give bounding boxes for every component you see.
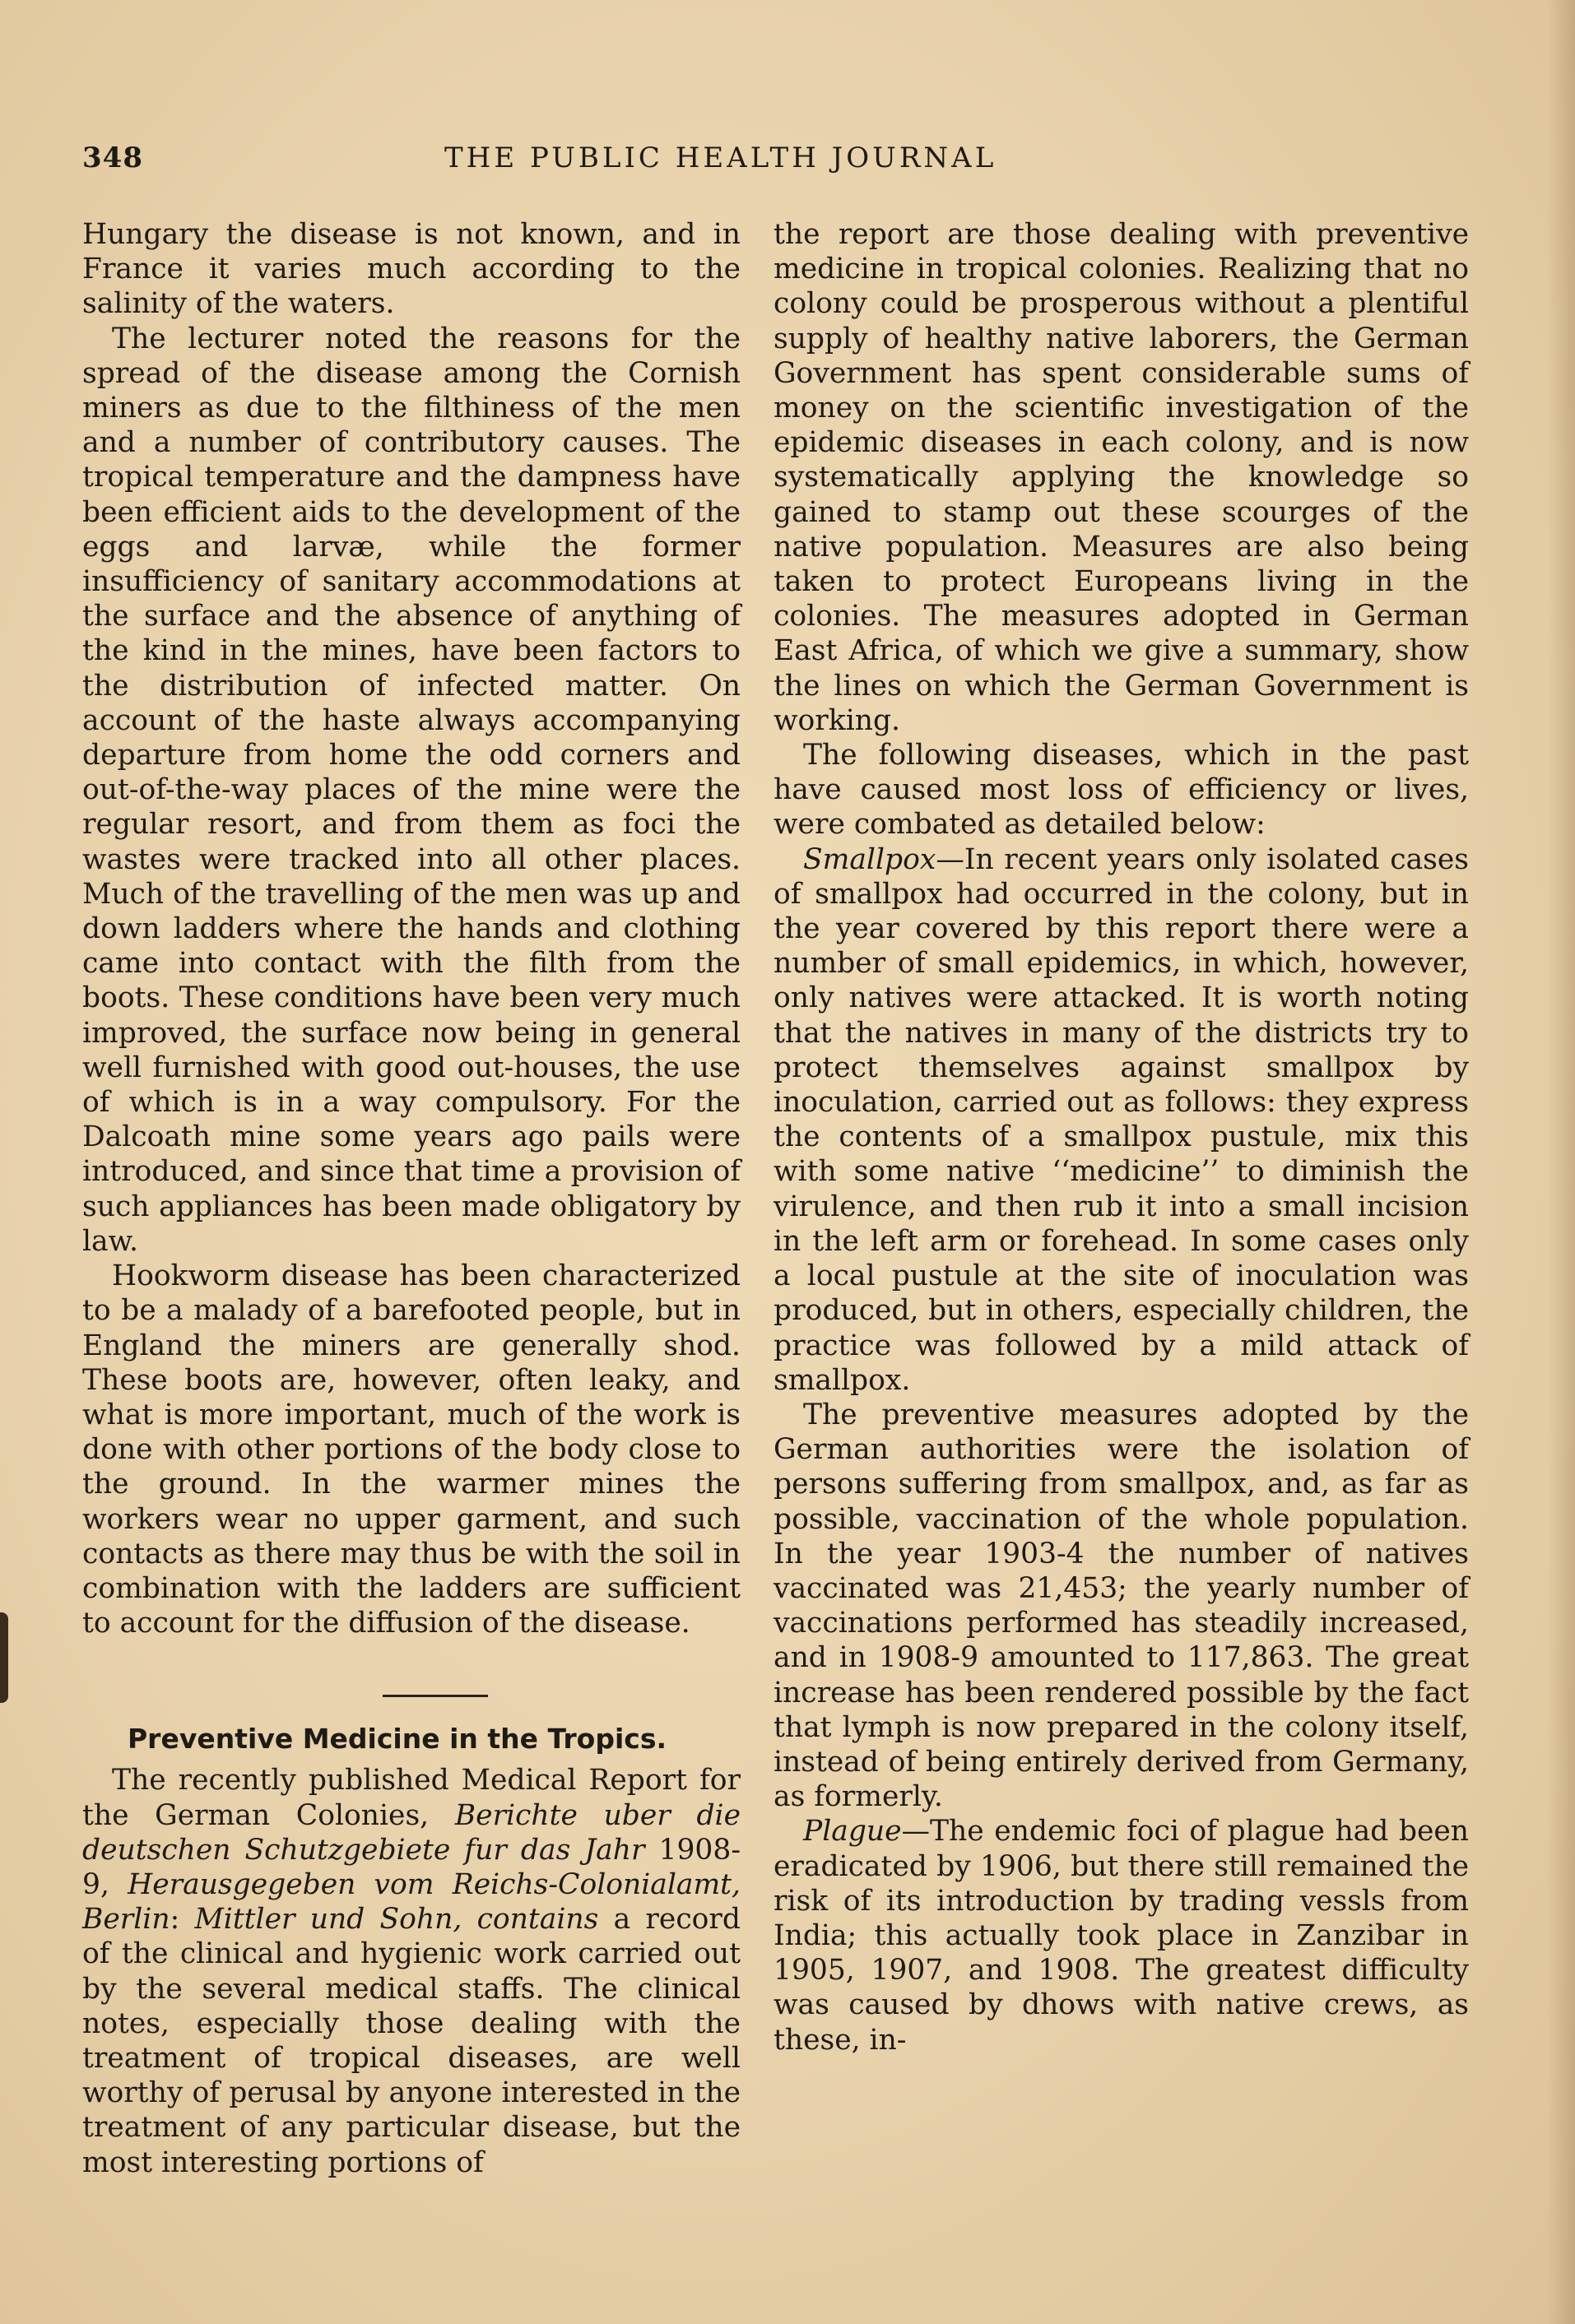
left-paragraph-3: Hookworm disease has been characterized to be a malady of a barefooted people, but in England the miners are generally shod. These boots are, however, often leaky, and what is more important, much of the work is done with other portions of the body close to the ground. In the warmer mines the workers wear no upper garment, and such contacts as there may thus be with the soil in combination with the ladders are sufficient to account for the diffusion of the disease. xyxy=(82,1259,741,1640)
section-divider xyxy=(383,1695,488,1697)
p4-text-c: : xyxy=(170,1903,195,1937)
p4-text-d: a record of the clinical and hygienic work carried out by the several medical staffs. The clinical notes, especially those dealing with the treatment of tropical diseases, are well worthy of perusal by anyone interested in the treatment of any particular disease, but the most interesting portions of xyxy=(82,1903,741,2179)
left-column xyxy=(82,217,741,2180)
left-paragraph-4 xyxy=(82,1763,741,2179)
p4-italic-publisher: Herausgegeben vom Reichs-Colonialamt, Berlin xyxy=(82,1867,741,1937)
p4-text-b: 1908-9, xyxy=(82,1833,741,1901)
right-paragraph-smallpox xyxy=(774,842,1469,1398)
plague-text: —The endemic foci of plague had been eradicated by 1906, but there still remained the risk of its introduction by trading vessls from India; this actually took place in Zanzibar in 1905, 1907, and 1908. The greatest difficulty was caused by dhows with native crews, as these, in- xyxy=(774,1815,1469,2057)
right-paragraph-1: the report are those dealing with preventive medicine in tropical colonies. Realizing that no colony could be prosperous without a plentiful supply of healthy native laborers, the German Government has spent considerable sums of money on the scientific investigation of the epidemic diseases in each colony, and is now systematically applying the knowledge so gained to stamp out these scourges of the native population. Measures are also being taken to protect Europeans living in the colonies. The measures adopted in German East Africa, of which we give a summary, show the lines on which the German Government is working. xyxy=(774,218,1469,737)
binding-mark xyxy=(0,1612,8,1703)
right-column xyxy=(774,217,1469,2057)
page-edge-shadow xyxy=(1547,0,1575,2324)
journal-title: THE PUBLIC HEALTH JOURNAL xyxy=(444,141,997,174)
right-paragraph-4: The preventive measures adopted by the German authorities were the isolation of persons suffering from smallpox, and, as far as possible, vaccination of the whole population. In the year 1903-4 the number of natives vaccinated was 21,453; the yearly number of vaccinations performed has steadily increased, and in 1908-9 amounted to 117,863. The great increase has been rendered possible by the fact that lymph is now prepared in the colony itself, instead of being entirely derived from Germany, as formerly. xyxy=(774,1398,1469,1814)
running-header xyxy=(82,141,1481,181)
right-paragraph-plague xyxy=(774,1814,1469,2057)
p4-text-a: The recently published Medical Report for the German Colonies, xyxy=(82,1764,741,1832)
page-number: 348 xyxy=(82,141,143,174)
plague-label: Plague xyxy=(803,1815,902,1849)
smallpox-label: Smallpox xyxy=(803,842,936,876)
smallpox-text: —In recent years only isolated cases of smallpox had occurred in the colony, but in the year covered by this report there were a number of small epidemics, in which, however, only natives were attacked. It is worth noting that the natives in many of the districts try to protect themselves against smallpox by inoculation, carried out as follows: they express the contents of a smallpox pustule, mix this with some native ‘‘medicine’’ to diminish the virulence, and then rub it into a small incision in the left arm or forehead. In some cases only a local pustule at the site of inoculation was produced, but in others, especially children, the practice was followed by a mild attack of smallpox. xyxy=(774,842,1469,1397)
left-paragraph-1: Hungary the disease is not known, and in France it varies much according to the salinity of the waters. xyxy=(82,218,741,321)
section-title: Preventive Medicine in the Tropics. xyxy=(128,1723,667,1756)
right-paragraph-2: The following diseases, which in the past have caused most loss of efficiency or lives, were combated as detailed below: xyxy=(774,739,1469,842)
p4-italic-title: Berichte uber die deutschen Schutzgebiete fur das Jahr xyxy=(82,1798,741,1867)
p4-italic-printer: Mittler und Sohn, contains xyxy=(194,1903,599,1937)
left-paragraph-2: The lecturer noted the reasons for the spread of the disease among the Cornish miners as due to the filthiness of the men and a number of contributory causes. The tropical temperature and the dampness have been efficient aids to the development of the eggs and larvæ, while the former insufficiency of sanitary accommodations at the surface and the absence of anything of the kind in the mines, have been factors to the distribution of infected matter. On account of the haste always accompanying departure from home the odd corners and out-of-the-way places of the mine were the regular resort, and from them as foci the wastes were tracked into all other places. Much of the travelling of the men was up and down ladders where the hands and clothing came into contact with the filth from the boots. These conditions have been very much improved, the surface now being in general well furnished with good out-houses, the use of which is in a way compulsory. For the Dalcoath mine some years ago pails were introduced, and since that time a provision of such appliances has been made obligatory by law. xyxy=(82,322,741,1258)
